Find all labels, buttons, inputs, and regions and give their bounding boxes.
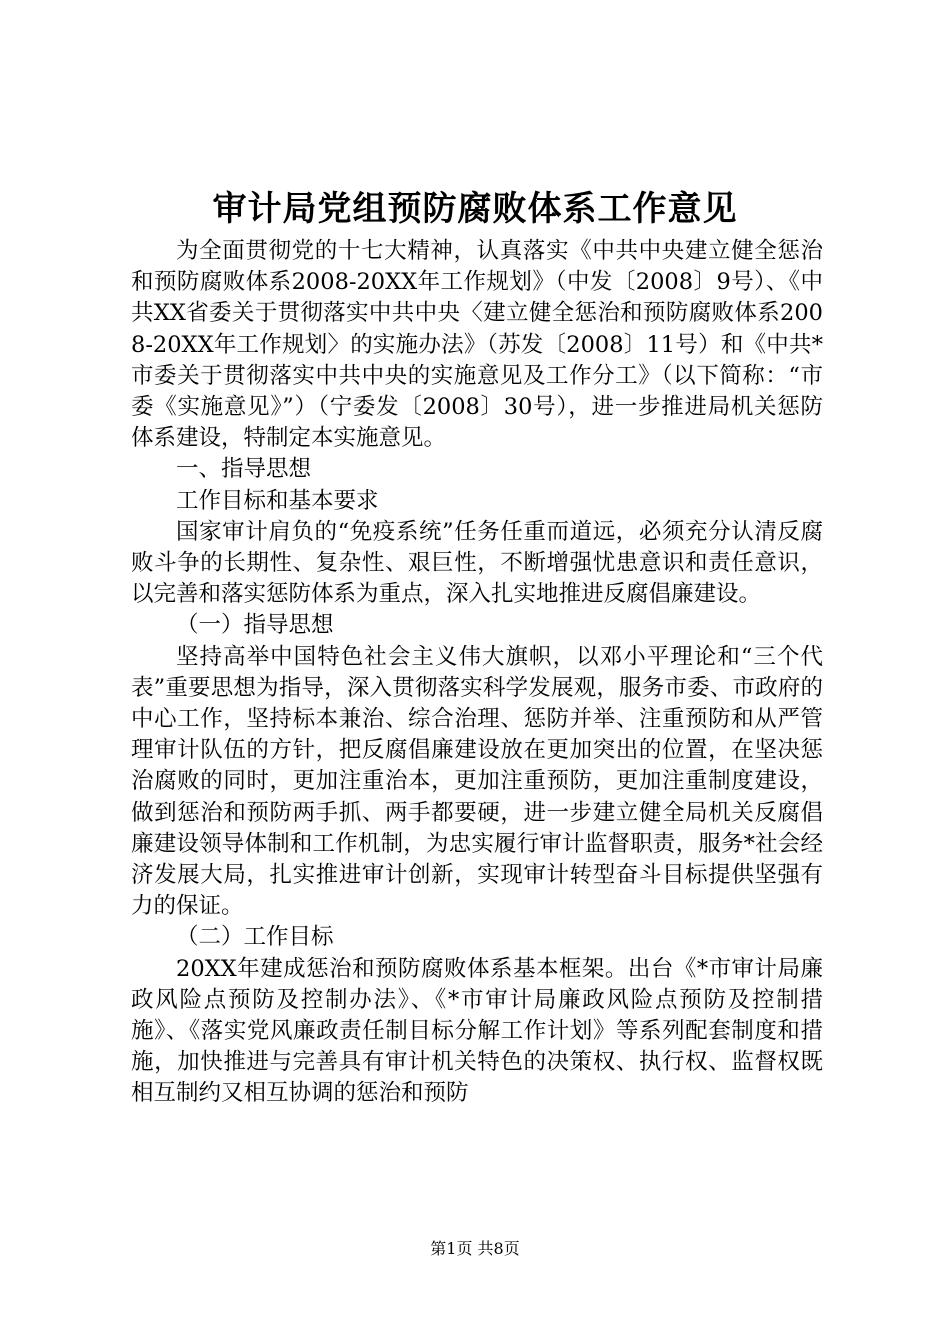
body-paragraph-guiding-thought: 坚持高举中国特色社会主义伟大旗帜，以邓小平理论和“三个代表”重要思想为指导，深入贯彻落实科学发展观，服务市委、市政府的中心工作，坚持标本兼治、综合治理、惩防并举、注重预防和从严管理审计队伍的方针，把反腐倡廉建设放在更加突出的位置，在坚决惩治腐败的同时，更加注重治本，更加注重预防，更加注重制度建设，做到惩治和预防两手抓、两手都要硬，进一步建立健全局机关反腐倡廉建设领导体制和工作机制，为忠实履行审计监督职责，服务*社会经济发展大局，扎实推进审计创新，实现审计转型奋斗目标提供坚强有力的保证。 <box>131 643 823 920</box>
document-body <box>131 236 823 1110</box>
section-heading-goals-requirements: 工作目标和基本要求 <box>176 487 379 514</box>
page-footer: 第1页 共8页 <box>430 1239 520 1258</box>
subsection-heading-work-goals: （二）工作目标 <box>176 924 334 951</box>
document-title: 审计局党组预防腐败体系工作意见 <box>212 189 738 229</box>
body-paragraph-immune-system: 国家审计肩负的“免疫系统”任务任重而道远，必须充分认清反腐败斗争的长期性、复杂性、艰巨性，不断增强忧患意识和责任意识，以完善和落实惩防体系为重点，深入扎实地推进反腐倡廉建设。 <box>131 518 823 608</box>
section-heading-guiding-thought: 一、指导思想 <box>176 456 312 483</box>
intro-paragraph: 为全面贯彻党的十七大精神，认真落实《中共中央建立健全惩治和预防腐败体系2008-20XX年工作规划》（中发〔2008〕9号）、《中共XX省委关于贯彻落实中共中央〈建立健全惩治和预防腐败体系2008-20XX年工作规划〉的实施办法》（苏发〔2008〕11号）和《中共*市委关于贯彻落实中共中央的实施意见及工作分工》（以下简称：“市委《实施意见》”）（宁委发〔2008〕30号），进一步推进局机关惩防体系建设，特制定本实施意见。 <box>131 238 823 452</box>
subsection-heading-guiding-thought: （一）指导思想 <box>176 612 334 639</box>
body-paragraph-work-goals: 20XX年建成惩治和预防腐败体系基本框架。出台《*市审计局廉政风险点预防及控制办法》、《*市审计局廉政风险点预防及控制措施》、《落实党风廉政责任制目标分解工作计划》等系列配套制度和措施，加快推进与完善具有审计机关特色的决策权、执行权、监督权既相互制约又相互协调的惩治和预防 <box>131 955 823 1107</box>
